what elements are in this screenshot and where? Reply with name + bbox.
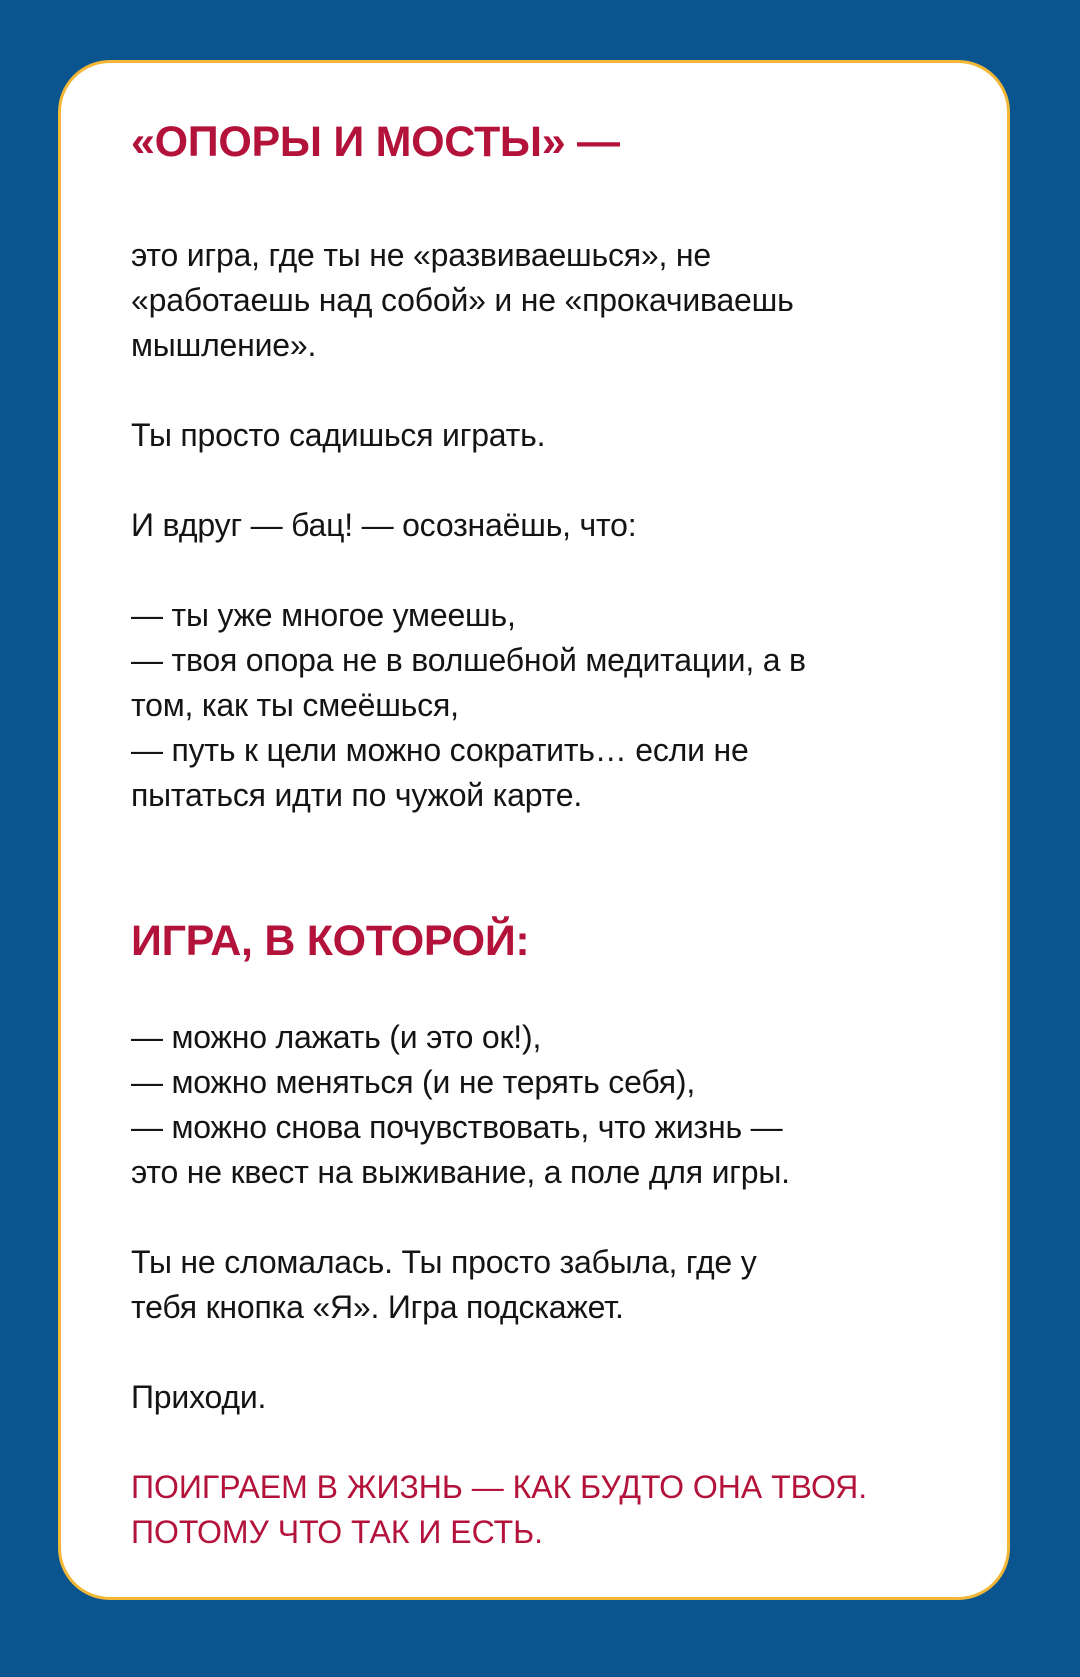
list-item: — можно снова почувствовать, что жизнь — [131,1109,783,1145]
list-item: — можно лажать (и это ок!), [131,1019,542,1055]
list-item: — путь к цели можно сократить… если не [131,732,749,768]
text-line: «работаешь над собой» и не «прокачиваешь [131,282,794,318]
text-line: Ты не сломалась. Ты просто забыла, где у [131,1244,757,1280]
list-item: это не квест на выживание, а поле для игры. [131,1154,790,1190]
section-title-game: ИГРА, В КОТОРОЙ: [131,917,530,965]
section-title-opory-i-mosty: «ОПОРЫ И МОСТЫ» — [131,118,620,166]
game-list [131,1015,937,1195]
list-item: том, как ты смеёшься, [131,687,459,723]
intro-paragraph [131,233,937,368]
closing-slogan [131,1465,937,1555]
slogan-line: ПОИГРАЕМ В ЖИЗНЬ — КАК БУДТО ОНА ТВОЯ. [131,1469,868,1505]
list-item: пытаться идти по чужой карте. [131,777,583,813]
paragraph-not-broken [131,1240,937,1330]
list-item: — ты уже многое умеешь, [131,597,516,633]
list-item: — можно меняться (и не терять себя), [131,1064,696,1100]
slogan-line: ПОТОМУ ЧТО ТАК И ЕСТЬ. [131,1514,544,1550]
paragraph-realize: И вдруг — бац! — осознаёшь, что: [131,507,637,543]
list-item: — твоя опора не в волшебной медитации, а в [131,642,806,678]
text-line: это игра, где ты не «развиваешься», не [131,237,711,273]
text-line: тебя кнопка «Я». Игра подскажет. [131,1289,624,1325]
text-line: мышление». [131,327,317,363]
realization-list [131,593,937,818]
paragraph-just-play: Ты просто садишься играть. [131,417,546,453]
paragraph-come: Приходи. [131,1379,267,1415]
content-card [58,60,1010,1600]
